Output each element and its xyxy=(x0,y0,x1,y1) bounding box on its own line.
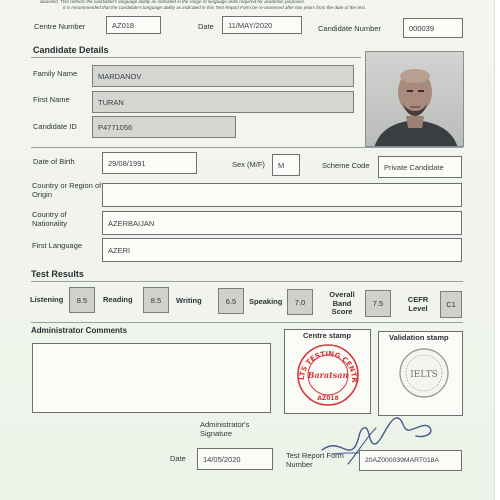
admin-date-field: 14/05/2020 xyxy=(197,448,273,470)
first-name-label: First Name xyxy=(33,95,70,104)
divider xyxy=(31,281,463,282)
stamp-seal-icon xyxy=(293,340,363,410)
date-label: Date xyxy=(198,22,214,31)
centre-stamp xyxy=(293,340,363,410)
dob-field: 29/08/1991 xyxy=(102,152,197,174)
admin-comments-box xyxy=(32,343,271,413)
candidate-id-field: P4771056 xyxy=(92,116,236,138)
stamp-centre-word: Baratsan xyxy=(307,370,349,380)
admin-comments-label: Administrator Comments xyxy=(31,326,128,335)
trf-number-label: Test Report Form Number xyxy=(286,451,344,469)
admin-date-label: Date xyxy=(170,454,186,463)
candidate-number-label: Candidate Number xyxy=(318,24,381,33)
overall-band-score: 7.5 xyxy=(365,290,391,317)
speaking-label: Speaking xyxy=(249,297,283,306)
test-date-field: 11/MAY/2020 xyxy=(222,16,302,34)
nationality-label: Country of Nationality xyxy=(32,210,68,228)
listening-label: Listening xyxy=(30,295,64,304)
scheme-code-field: Private Candidate xyxy=(378,156,462,178)
centre-number-label: Centre Number xyxy=(34,22,86,31)
candidate-photo xyxy=(365,51,464,147)
scheme-code-label: Scheme Code xyxy=(322,161,370,170)
listening-score: 8.5 xyxy=(69,287,95,313)
centre-number-field: AZ018 xyxy=(106,16,161,34)
stamp-ring-text: LTS TESTING CENTR xyxy=(297,349,359,383)
writing-label: Writing xyxy=(176,296,202,305)
candidate-number-field: 000039 xyxy=(403,18,463,38)
reading-score: 8.5 xyxy=(143,287,169,313)
speaking-score: 7.0 xyxy=(287,289,313,315)
header-top-line: awarded. This reflects the candidate's language ability as indicated in the range of language skills required for academic purposes. xyxy=(40,0,306,4)
first-language-field: AZERI xyxy=(102,238,462,262)
first-language-label: First Language xyxy=(32,241,83,250)
reading-label: Reading xyxy=(103,295,133,304)
stamp-code: AZ018 xyxy=(317,395,339,402)
divider xyxy=(31,57,361,58)
validation-seal xyxy=(398,347,450,399)
ielts-seal-icon xyxy=(398,347,450,399)
test-results-title: Test Results xyxy=(31,269,84,279)
page-edge xyxy=(494,0,500,500)
family-name-field: MARDANOV xyxy=(92,65,354,87)
portrait-image xyxy=(366,52,464,147)
country-origin-label: Country or Region of Origin xyxy=(32,181,102,199)
sex-label: Sex (M/F) xyxy=(232,160,265,169)
candidate-id-label: Candidate ID xyxy=(33,122,77,131)
sex-field: M xyxy=(272,154,300,176)
admin-signature-label: Administrator's Signature xyxy=(200,420,250,438)
overall-band-label: Overall Band Score xyxy=(329,290,355,317)
validation-stamp-label: Validation stamp xyxy=(389,333,449,342)
cefr-level: C1 xyxy=(440,291,462,318)
candidate-details-title: Candidate Details xyxy=(33,45,109,55)
family-name-label: Family Name xyxy=(33,69,78,78)
divider xyxy=(31,322,463,323)
trf-number-field: 20AZ000039MART018A xyxy=(359,450,462,471)
writing-score: 6.5 xyxy=(218,288,244,314)
dob-label: Date of Birth xyxy=(33,157,75,166)
seal-text: IELTS xyxy=(410,370,438,380)
divider xyxy=(31,147,463,148)
country-origin-field xyxy=(102,183,462,207)
cefr-label: CEFR Level xyxy=(407,295,429,313)
centre-stamp-label: Centre stamp xyxy=(303,331,351,340)
nationality-field: AZERBAIJAN xyxy=(102,211,462,235)
header-notice: It is recommended that the candidate's language ability as indicated in this Test Report Form be re-assessed after two years from the date of the test. xyxy=(63,5,367,10)
first-name-field: TURAN xyxy=(92,91,354,113)
